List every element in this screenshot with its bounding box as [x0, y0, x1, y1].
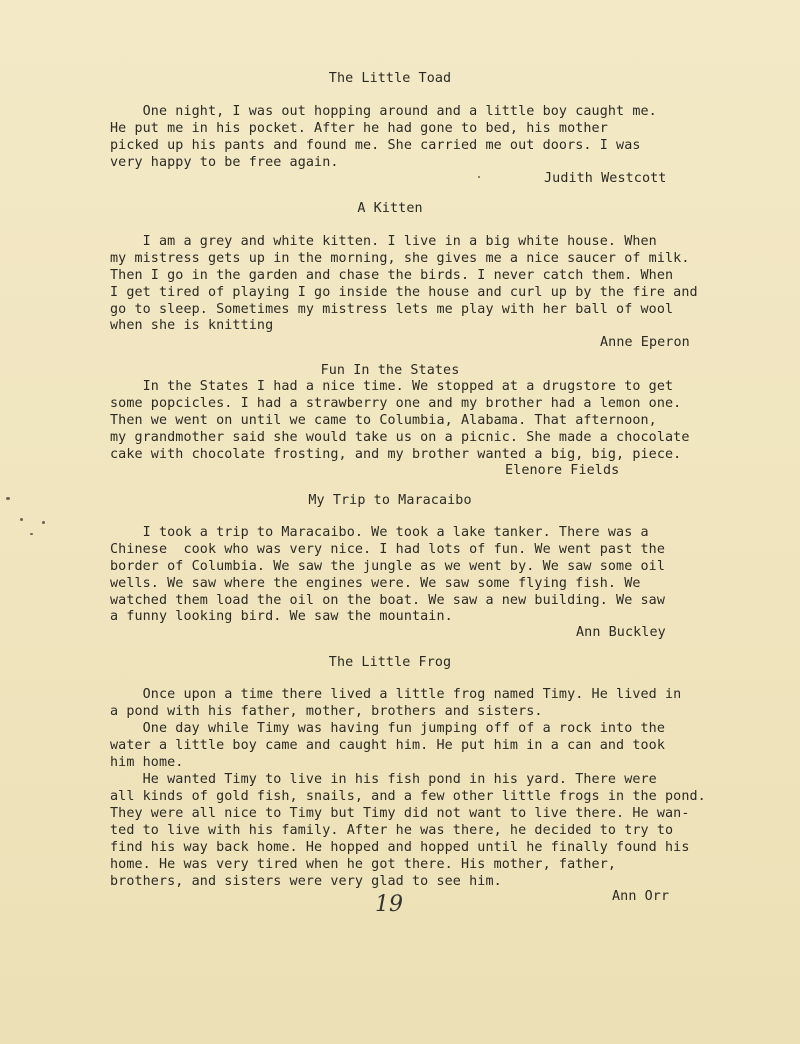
paper-speck: [20, 518, 23, 521]
story-line: In the States I had a nice time. We stopped at a drugstore to get: [110, 379, 674, 394]
story-line: when she is knitting: [110, 318, 274, 333]
story-line: One day while Timy was having fun jumping off of a rock into the: [110, 721, 666, 736]
story-author: Judith Westcott: [544, 171, 667, 186]
story-line: One night, I was out hopping around and a little boy caught me.: [110, 104, 657, 119]
paper-speck: [42, 521, 45, 524]
story-title: The Little Frog: [328, 655, 452, 670]
story-line: my grandmother said she would take us on a picnic. She made a chocolate: [110, 430, 690, 445]
story-line: all kinds of gold fish, snails, and a few other little frogs in the pond.: [110, 789, 706, 804]
story-line: go to sleep. Sometimes my mistress lets me play with her ball of wool: [110, 302, 674, 317]
story-title: A Kitten: [357, 201, 423, 216]
story-line: find his way back home. He hopped and hopped until he finally found his: [110, 840, 690, 855]
story-line: Then I go in the garden and chase the birds. I never catch them. When: [110, 268, 674, 283]
story-line: He put me in his pocket. After he had gone to bed, his mother: [110, 121, 608, 136]
story-line: some popcicles. I had a strawberry one and my brother had a lemon one.: [110, 396, 682, 411]
story-line: picked up his pants and found me. She carried me out doors. I was: [110, 138, 641, 153]
story-line: him home.: [110, 755, 184, 770]
story-title: The Little Toad: [328, 71, 452, 86]
story-line: border of Columbia. We saw the jungle as we went by. We saw some oil: [110, 559, 666, 574]
story-line: cake with chocolate frosting, and my brother wanted a big, big, piece.: [110, 447, 682, 462]
story-line: a funny looking bird. We saw the mountain.: [110, 609, 453, 624]
story-line: very happy to be free again.: [110, 155, 339, 170]
story-line: watched them load the oil on the boat. We saw a new building. We saw: [110, 593, 666, 608]
story-line: water a little boy came and caught him. He put him in a can and took: [110, 738, 666, 753]
story-line: They were all nice to Timy but Timy did not want to live there. He wan-: [110, 806, 690, 821]
story-author: Anne Eperon: [600, 335, 690, 350]
story-line: I get tired of playing I go inside the house and curl up by the fire and: [110, 285, 698, 300]
story-line: I am a grey and white kitten. I live in a big white house. When: [110, 234, 657, 249]
story-line: Then we went on until we came to Columbia, Alabama. That afternoon,: [110, 413, 657, 428]
paper-speck: [478, 176, 480, 178]
story-line: I took a trip to Maracaibo. We took a lake tanker. There was a: [110, 525, 649, 540]
story-line: Chinese cook who was very nice. I had lots of fun. We went past the: [110, 542, 666, 557]
page-number: 19: [375, 892, 403, 917]
story-line: He wanted Timy to live in his fish pond in his yard. There were: [110, 772, 657, 787]
story-line: wells. We saw where the engines were. We saw some flying fish. We: [110, 576, 641, 591]
story-line: a pond with his father, mother, brothers and sisters.: [110, 704, 543, 719]
story-title: My Trip to Maracaibo: [308, 493, 472, 508]
story-line: my mistress gets up in the morning, she gives me a nice saucer of milk.: [110, 251, 690, 266]
story-line: brothers, and sisters were very glad to see him.: [110, 874, 502, 889]
story-line: Once upon a time there lived a little frog named Timy. He lived in: [110, 687, 682, 702]
story-line: ted to live with his family. After he was there, he decided to try to: [110, 823, 674, 838]
paper-speck: [30, 533, 33, 535]
story-author: Ann Orr: [612, 889, 670, 904]
story-title: Fun In the States: [320, 363, 460, 378]
paper-speck: [6, 497, 10, 500]
story-author: Ann Buckley: [576, 625, 666, 640]
story-author: Elenore Fields: [505, 463, 620, 478]
story-line: home. He was very tired when he got there. His mother, father,: [110, 857, 617, 872]
